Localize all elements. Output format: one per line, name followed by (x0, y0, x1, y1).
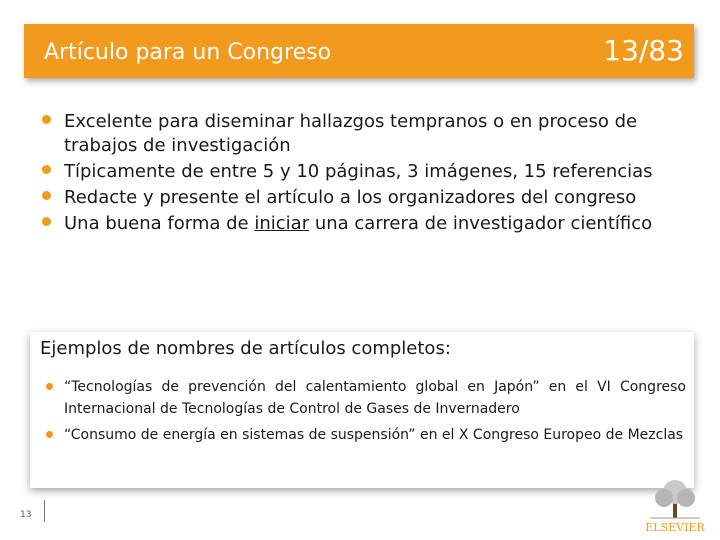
bullet-text-after: una carrera de investigador científico (309, 213, 653, 234)
bullet-dot-icon (42, 217, 51, 226)
slide-counter: 13/83 (603, 34, 684, 67)
example-rest: en el X Congreso Europeo de Mezclas (415, 427, 684, 443)
bullet-list (42, 110, 692, 238)
example-quote: “Tecnologías de prevención del calentamiento global en Japón” (64, 379, 540, 395)
elsevier-logo (640, 478, 710, 534)
bullet-text-underlined: iniciar (254, 213, 310, 234)
bullet-dot-icon (46, 431, 53, 438)
example-quote: “Consumo de energía en sistemas de suspensión” (64, 427, 416, 443)
bullet-item (42, 212, 692, 236)
bullet-text-before: Una buena forma de (64, 213, 255, 234)
bullet-dot-icon (42, 191, 51, 200)
bullet-dot-icon (42, 165, 51, 174)
bullet-item (42, 186, 692, 210)
title-bar (24, 24, 694, 78)
examples-box (30, 332, 694, 488)
examples-heading: Ejemplos de nombres de artículos completos: (40, 338, 451, 359)
bullet-text: Redacte y presente el artículo a los organizadores del congreso (64, 187, 637, 208)
bullet-item (42, 110, 692, 158)
example-item (34, 376, 686, 420)
logo-text: ELSEVIER (645, 521, 705, 534)
bullet-item (42, 160, 692, 184)
bullet-text: Típicamente de entre 5 y 10 páginas, 3 imágenes, 15 referencias (64, 161, 653, 182)
slide-title: Artículo para un Congreso (44, 40, 332, 65)
footer-divider (44, 500, 45, 522)
tree-icon (640, 478, 710, 520)
bullet-text: Excelente para diseminar hallazgos tempranos o en proceso de trabajos de investigación (64, 111, 638, 156)
bullet-dot-icon (46, 383, 53, 390)
footer-page-number: 13 (20, 510, 32, 520)
example-item (34, 424, 686, 446)
bullet-dot-icon (42, 115, 51, 124)
example-rest: en el VI Congreso Internacional de Tecnologías de Control de Gases de Invernadero (64, 379, 686, 417)
examples-list (34, 376, 686, 450)
